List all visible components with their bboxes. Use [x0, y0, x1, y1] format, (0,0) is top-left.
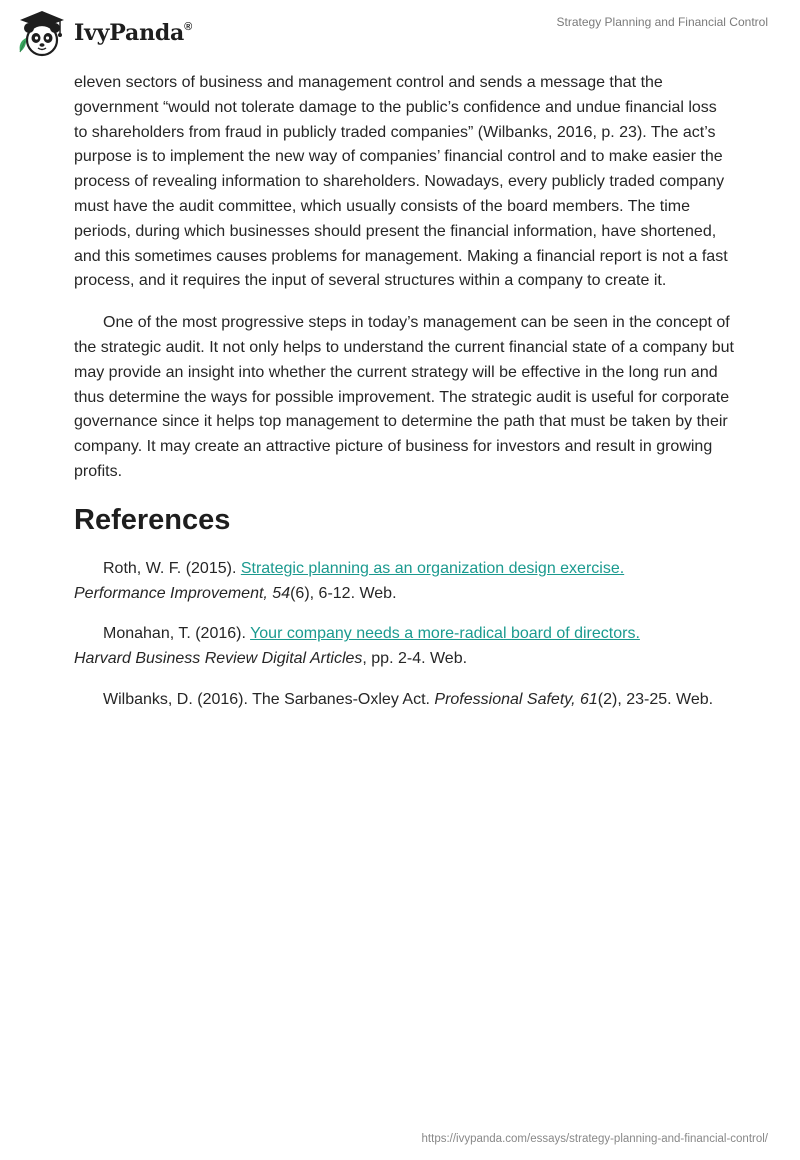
reference-details: , pp. 2-4. Web. [362, 650, 468, 668]
references-heading: References [74, 503, 231, 536]
page-header [0, 0, 800, 70]
essay-content [74, 71, 734, 729]
body-paragraph-2: One of the most progressive steps in today’s management can be seen in the concept of the strategic audit. It not only helps to understand the current financial state of a company but may provide an insight into whether the current strategy will be effective in the long run and thus determine the ways for possible improvement. The strategic audit is useful for corporate governance since it helps top management to determine the path that must be taken by their company. It may create an attractive picture of business for investors and result in growing profits. [74, 314, 734, 480]
reference-details: (6), 6-12. Web. [290, 584, 397, 602]
document-title: Strategy Planning and Financial Control [556, 15, 768, 29]
brand-name: IvyPanda® [74, 20, 193, 46]
ivypanda-logo[interactable] [14, 8, 192, 58]
reference-author: Roth, W. F. (2015). [103, 559, 241, 577]
reference-link-roth[interactable]: Strategic planning as an organization design exercise. [240, 559, 625, 577]
reference-link-monahan[interactable]: Your company needs a more-radical board of directors. [250, 625, 640, 643]
body-paragraph-1: eleven sectors of business and management control and sends a message that the government “would not tolerate damage to the public’s confidence and undue financial loss to shareholders from fraud in publicly traded companies” (Wilbanks, 2016, p. 23). The act’s purpose is to implement the new way of companies’ financial control and to make easier the process of revealing information to shareholders. Nowadays, every publicly traded company must have the audit committee, which usually consists of the board members. The time periods, during which businesses should present the financial information, have shortened, and this sometimes causes problems for management. Making a financial report is not a fast process, and it requires the input of several structures within a company to create it. [74, 74, 728, 290]
reference-item-wilbanks [74, 688, 734, 713]
reference-author: Wilbanks, D. (2016). The Sarbanes-Oxley Act. [103, 690, 435, 708]
panda-graduate-icon [14, 8, 70, 58]
reference-details: (2), 23-25. Web. [597, 690, 714, 708]
reference-item-roth [74, 557, 734, 607]
reference-journal: Harvard Business Review Digital Articles [74, 650, 363, 668]
reference-journal: Performance Improvement, 54 [74, 584, 291, 602]
reference-author: Monahan, T. (2016). [103, 625, 251, 643]
reference-journal: Professional Safety, 61 [434, 690, 598, 708]
footer-url[interactable]: https://ivypanda.com/essays/strategy-planning-and-financial-control/ [421, 1133, 768, 1145]
registered-mark: ® [184, 20, 193, 33]
reference-item-monahan [74, 622, 734, 672]
